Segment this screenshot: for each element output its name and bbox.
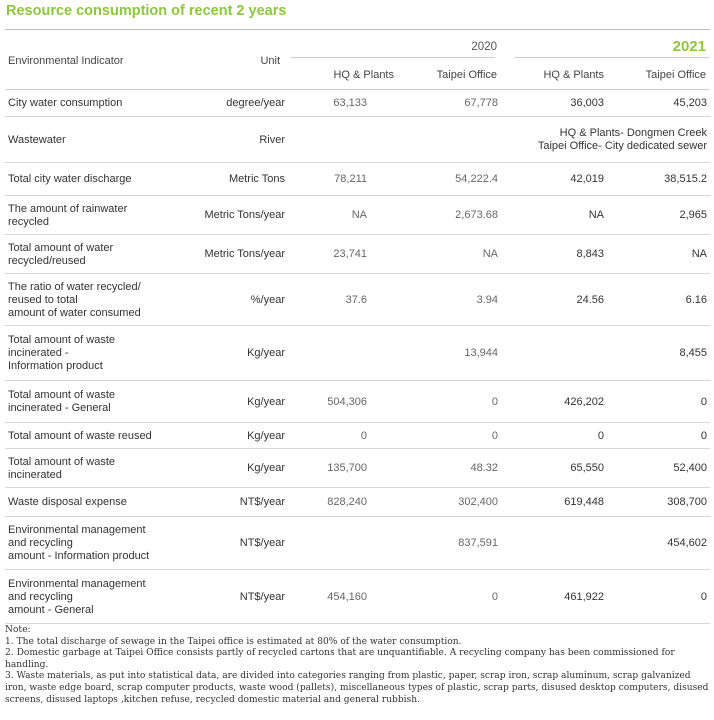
header-2021-divider xyxy=(515,57,710,58)
row-label: Waste disposal expense xyxy=(8,496,127,508)
row-unit: Kg/year xyxy=(247,430,285,442)
note-2: 2. Domestic garbage at Taipei Office consists partly of recycled cartons that are unquantifiable. A recycling company has been commissioned for handling. xyxy=(5,648,675,670)
row-label: Total amount of waste reused xyxy=(8,430,152,442)
cell-2020-hq: 63,133 xyxy=(333,97,367,109)
cell-2021-taipei: 52,400 xyxy=(673,462,707,474)
table-row xyxy=(5,517,710,570)
cell-2021-hq: 426,202 xyxy=(564,396,604,408)
cell-2020-hq: 828,240 xyxy=(327,496,367,508)
table-row xyxy=(5,196,710,235)
header-hq-2020: HQ & Plants xyxy=(333,69,394,81)
cell-2020-hq: 78,211 xyxy=(334,173,367,185)
cell-2021-hq: 24.56 xyxy=(576,294,604,306)
row-label: Total amount of waste incinerated - General xyxy=(8,389,116,414)
notes-heading: Note: xyxy=(5,625,31,635)
row-note-value: HQ & Plants- Dongmen Creek Taipei Office- City dedicated sewer xyxy=(537,127,707,152)
cell-2020-taipei: NA xyxy=(482,248,498,260)
row-label: Total amount of waste incinerated xyxy=(8,456,116,481)
cell-2021-taipei: 6.16 xyxy=(685,294,707,306)
row-unit: Kg/year xyxy=(247,347,285,359)
cell-2021-hq: 42,019 xyxy=(570,173,604,185)
cell-2020-taipei: 302,400 xyxy=(458,496,498,508)
cell-2021-hq: 619,448 xyxy=(564,496,604,508)
note-3: 3. Waste materials, as put into statistical data, are divided into categories ranging from plastic, paper, scrap iron, scrap aluminum, scrap galvanized iron, waste edge board, scrap computer products, waste wood (pallets), miscellaneous types of plastic, scrap parts, disused desktop computers, disused screens, disused laptops ,kitchen refuse, recycled domestic material and general rubbish. xyxy=(5,671,709,705)
cell-2021-taipei: 2,965 xyxy=(679,209,707,221)
cell-2021-taipei: NA xyxy=(691,248,707,260)
table-top-border xyxy=(5,29,710,30)
header-taipei-2021: Taipei Office xyxy=(645,69,706,81)
row-label: Environmental management and recycling amount - Information product xyxy=(8,524,150,562)
row-unit: Metric Tons xyxy=(228,173,285,185)
header-indicator: Environmental Indicator xyxy=(8,55,124,67)
row-unit: NT$/year xyxy=(239,591,285,603)
table-row xyxy=(5,423,710,449)
cell-2021-hq: 0 xyxy=(597,430,604,442)
row-label: Environmental management and recycling amount - General xyxy=(8,578,146,616)
cell-2021-taipei: 454,602 xyxy=(667,537,707,549)
cell-2021-taipei: 0 xyxy=(700,396,707,408)
row-unit: NT$/year xyxy=(239,537,285,549)
row-label: Wastewater xyxy=(8,134,66,146)
row-label: Total amount of waste incinerated - Information product xyxy=(8,334,116,372)
row-label: Total amount of water recycled/reused xyxy=(8,242,114,267)
cell-2021-taipei: 45,203 xyxy=(673,97,707,109)
header-taipei-2020: Taipei Office xyxy=(436,69,497,81)
cell-2021-hq: 36,003 xyxy=(570,97,604,109)
row-unit: Metric Tons/year xyxy=(204,248,285,260)
cell-2020-taipei: 48.32 xyxy=(470,462,498,474)
row-unit: Metric Tons/year xyxy=(204,209,285,221)
cell-2020-taipei: 3.94 xyxy=(476,294,498,306)
note-1: 1. The total discharge of sewage in the Taipei office is estimated at 80% of the water consumption. xyxy=(5,636,462,647)
cell-2021-taipei: 8,455 xyxy=(679,347,707,359)
cell-2020-taipei: 0 xyxy=(491,396,498,408)
cell-2020-hq: 23,741 xyxy=(333,248,367,260)
row-label: The ratio of water recycled/ reused to total amount of water consumed xyxy=(8,281,141,319)
row-unit: Kg/year xyxy=(247,396,285,408)
cell-2020-taipei: 67,778 xyxy=(464,97,498,109)
row-unit: degree/year xyxy=(226,97,285,109)
header-hq-2021: HQ & Plants xyxy=(543,69,604,81)
cell-2020-hq: NA xyxy=(351,209,367,221)
cell-2020-hq: 0 xyxy=(360,430,367,442)
notes-section xyxy=(5,625,709,706)
table-row xyxy=(5,381,710,423)
cell-2021-taipei: 0 xyxy=(700,591,707,603)
header-year-2020: 2020 xyxy=(471,41,497,53)
cell-2021-hq: 65,550 xyxy=(570,462,604,474)
cell-2021-hq: NA xyxy=(588,209,604,221)
row-unit: NT$/year xyxy=(239,496,285,508)
header-unit: Unit xyxy=(260,55,280,67)
cell-2020-hq: 135,700 xyxy=(327,462,367,474)
header-year-2021: 2021 xyxy=(672,38,706,55)
table-row xyxy=(5,89,710,117)
cell-2021-taipei: 0 xyxy=(700,430,707,442)
cell-2020-hq: 454,160 xyxy=(327,591,367,603)
cell-2021-taipei: 38,515.2 xyxy=(664,173,707,185)
table-row xyxy=(5,570,710,624)
cell-2021-hq: 8,843 xyxy=(576,248,604,260)
cell-2021-hq: 461,922 xyxy=(564,591,604,603)
cell-2020-hq: 37.6 xyxy=(345,294,367,306)
row-label: The amount of rainwater recycled xyxy=(8,203,128,228)
cell-2020-taipei: 54,222.4 xyxy=(455,173,498,185)
cell-2020-taipei: 0 xyxy=(491,430,498,442)
cell-2021-taipei: 308,700 xyxy=(667,496,707,508)
row-unit: %/year xyxy=(250,294,285,306)
table-row xyxy=(5,449,710,488)
header-2020-divider xyxy=(290,57,495,58)
table-row xyxy=(5,326,710,381)
cell-2020-hq: 504,306 xyxy=(327,396,367,408)
table-row xyxy=(5,235,710,274)
row-unit: River xyxy=(259,134,285,146)
table-row xyxy=(5,488,710,517)
table-row xyxy=(5,117,710,163)
row-label: City water consumption xyxy=(8,97,123,109)
page-title: Resource consumption of recent 2 years xyxy=(6,3,287,19)
cell-2020-taipei: 0 xyxy=(491,591,498,603)
row-unit: Kg/year xyxy=(247,462,285,474)
table-row xyxy=(5,163,710,196)
cell-2020-taipei: 837,591 xyxy=(458,537,498,549)
table-row xyxy=(5,274,710,326)
cell-2020-taipei: 2,673.68 xyxy=(455,209,498,221)
cell-2020-taipei: 13,944 xyxy=(464,347,498,359)
row-label: Total city water discharge xyxy=(8,173,132,185)
